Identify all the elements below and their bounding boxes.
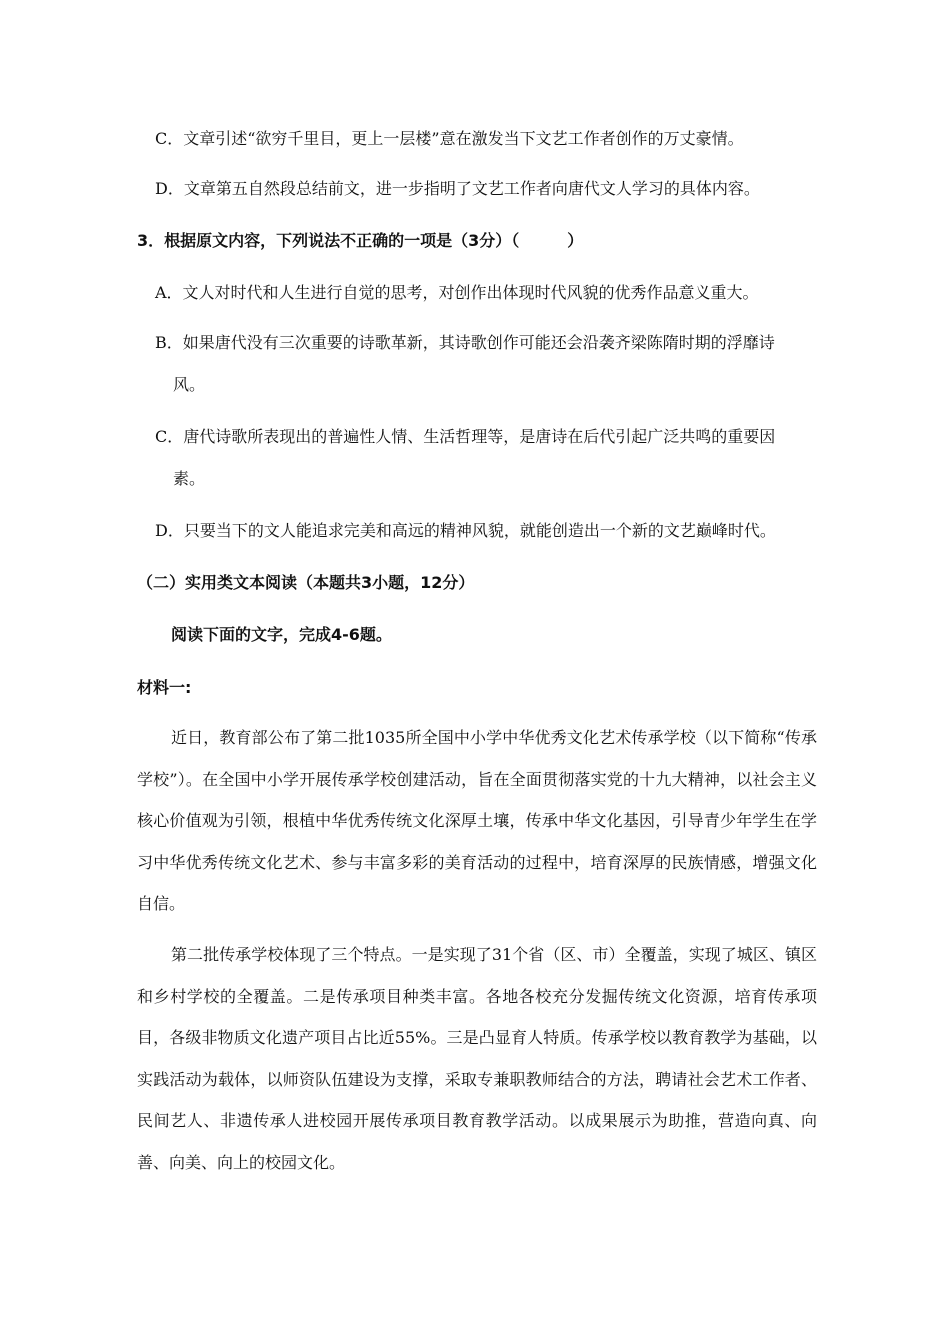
material1-paragraph-2: 第二批传承学校体现了三个特点。一是实现了31个省（区、市）全覆盖，实现了城区、镇区和乡村学校的全覆盖。二是传承项目种类丰富。各地各校充分发掘传统文化资源，培育传承项目，各级非物质文化遗产项目占比近55%。三是凸显育人特质。传承学校以教育教学为基础，以实践活动为载体，以师资队伍建设为支撑，采取专兼职教师结合的方法，聘请社会艺术工作者、民间艺人、非遗传承人进校园开展传承项目教育教学活动。以成果展示为助推，营造向真、向善、向美、向上的校园文化。 (137, 945, 817, 1172)
q3-option-a: A．文人对时代和人生进行自觉的思考，对创作出体现时代风貌的优秀作品意义重大。 (155, 283, 759, 302)
q3-stem: 3．根据原文内容，下列说法不正确的一项是（3分）（ ） (137, 231, 584, 250)
section-heading: （二）实用类文本阅读（本题共3小题，12分） (137, 573, 475, 592)
q3-option-d: D．只要当下的文人能追求完美和高远的精神风貌，就能创造出一个新的文艺巅峰时代。 (155, 521, 776, 540)
q3-option-b (155, 322, 775, 406)
q3-option-b-line2: 风。 (173, 375, 206, 394)
material-label: 材料一: (137, 678, 192, 697)
reading-instruction: 阅读下面的文字，完成4-6题。 (171, 625, 392, 644)
q3-option-b-line1: B．如果唐代没有三次重要的诗歌革新，其诗歌创作可能还会沿袭齐梁陈隋时期的浮靡诗 (155, 333, 775, 352)
material1-paragraph-1: 近日，教育部公布了第二批1035所全国中小学中华优秀文化艺术传承学校（以下简称“传承学校”）。在全国中小学开展传承学校创建活动，旨在全面贯彻落实党的十九大精神，以社会主义核心价值观为引领，根植中华优秀传统文化深厚土壤，传承中华文化基因，引导青少年学生在学习中华优秀传统文化艺术、参与丰富多彩的美育活动的过程中，培育深厚的民族情感，增强文化自信。 (137, 728, 817, 913)
q2-option-c: C．文章引述“欲穷千里目，更上一层楼”意在激发当下文艺工作者创作的万丈豪情。 (155, 129, 744, 148)
q3-option-c-line2: 素。 (173, 469, 206, 488)
q2-option-d: D．文章第五自然段总结前文，进一步指明了文艺工作者向唐代文人学习的具体内容。 (155, 179, 760, 198)
q3-option-c-line1: C．唐代诗歌所表现出的普遍性人情、生活哲理等，是唐诗在后代引起广泛共鸣的重要因 (155, 427, 776, 446)
q3-option-c (155, 416, 775, 500)
